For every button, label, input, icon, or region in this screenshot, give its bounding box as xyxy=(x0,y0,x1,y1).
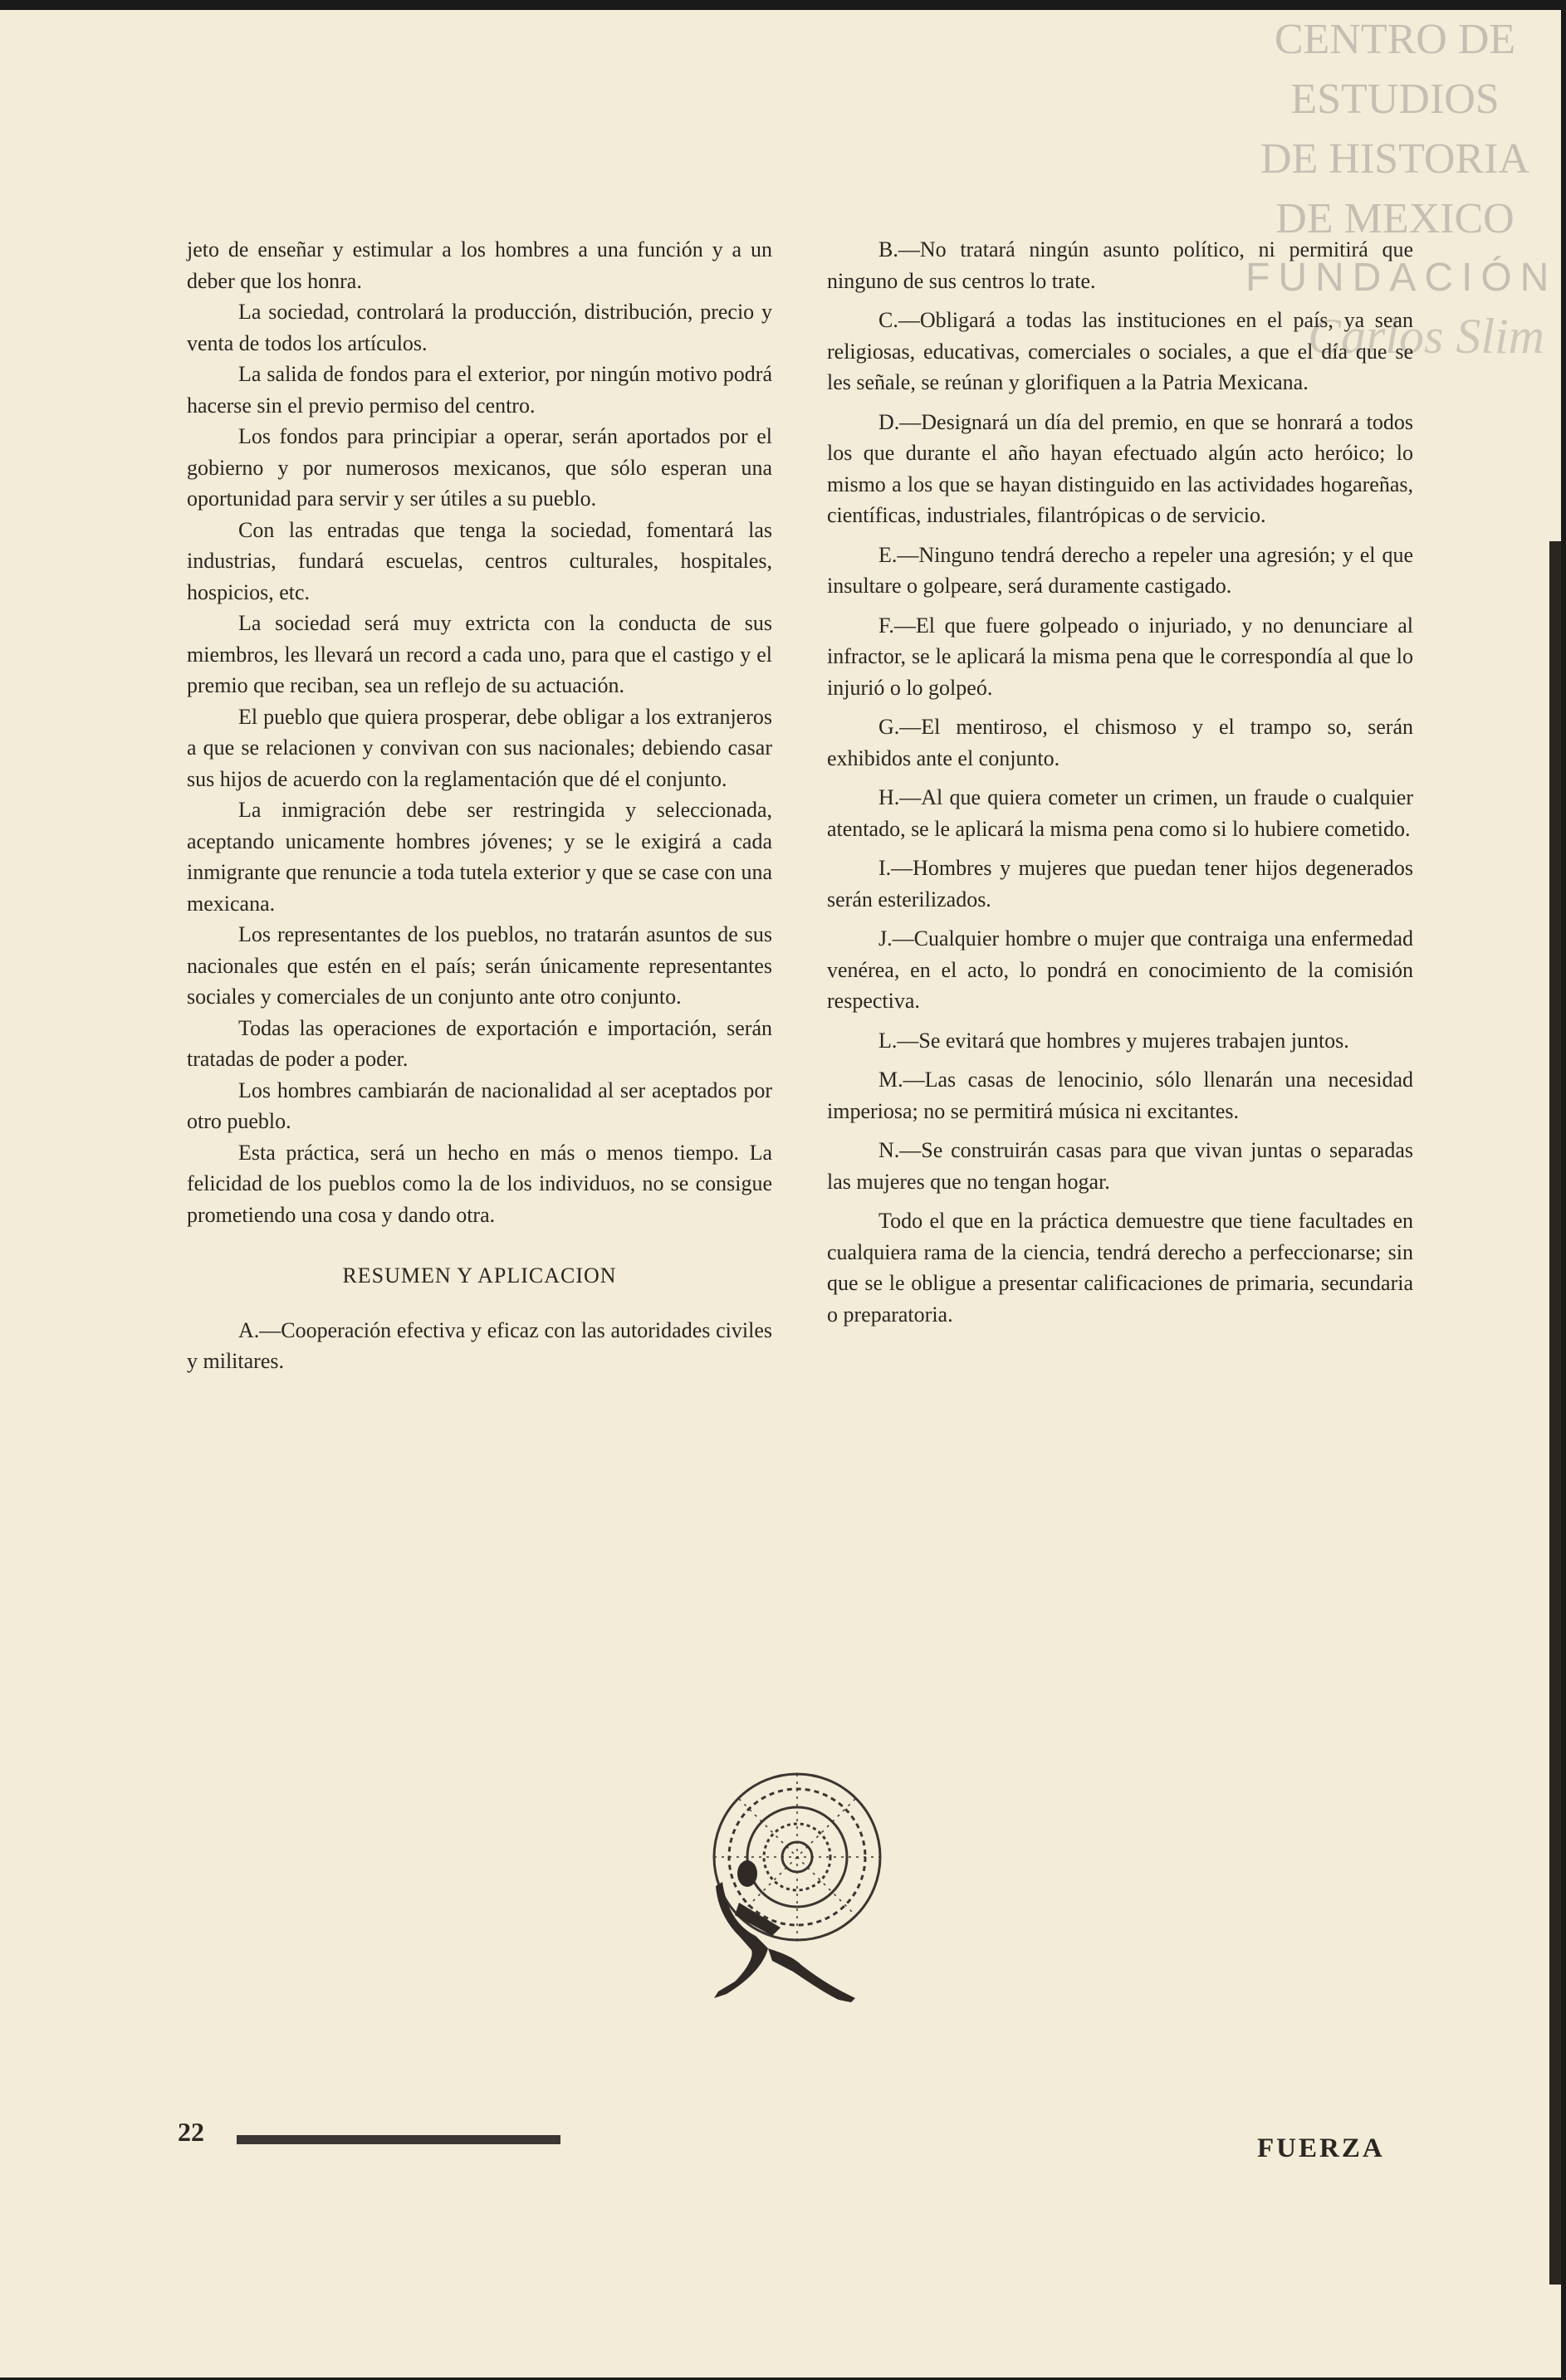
section-heading: RESUMEN Y APLICACION xyxy=(342,1263,617,1288)
list-item-h: H.—Al que quiera cometer un crimen, un fraude o cualquier atentado, se le aplicará la misma pena como si lo hubiere cometido. xyxy=(827,785,1413,841)
paragraph: Todas las operaciones de exportación e importación, serán tratadas de poder a poder. xyxy=(187,1015,772,1071)
list-item-b: B.—No tratará ningún asunto político, ni permitirá que ninguno de sus centros lo trate. xyxy=(827,237,1413,293)
page-number: 22 xyxy=(178,2117,204,2147)
paragraph: Los hombres cambiarán de nacionalidad al ser aceptados por otro pueblo. xyxy=(187,1078,772,1133)
list-item-j: J.—Cualquier hombre o mujer que contraiga una enfermedad venérea, en el acto, lo pondrá en conocimiento de la comisión respectiva. xyxy=(827,926,1413,1013)
footer-rule xyxy=(237,2135,560,2144)
watermark-foundation: FUNDACIÓN xyxy=(1245,256,1558,300)
watermark-line-4: DE MEXICO xyxy=(1275,195,1515,242)
paragraph: Esta práctica, será un hecho en más o menos tiempo. La felicidad de los pueblos como la de los individuos, no se consigue prometiendo una cosa y dando otra. xyxy=(187,1140,772,1227)
paragraph: Los fondos para principiar a operar, serán aportados por el gobierno y por numerosos mexicanos, que sólo esperan una oportunidad para servir y ser útiles a su pueblo. xyxy=(187,424,772,511)
atlas-aztec-calendar-emblem xyxy=(689,1757,888,2006)
list-item-g: G.—El mentiroso, el chismoso y el trampo so, serán exhibidos ante el conjunto. xyxy=(827,715,1413,770)
document-page xyxy=(0,10,1561,2378)
list-item-i: I.—Hombres y mujeres que puedan tener hijos degenerados serán esterilizados. xyxy=(827,856,1413,911)
list-item-e: E.—Ninguno tendrá derecho a repeler una agresión; y el que insultare o golpeare, será duramente castigado. xyxy=(827,542,1413,598)
paragraph: La salida de fondos para el exterior, por ningún motivo podrá hacerse sin el previo permiso del centro. xyxy=(187,362,772,418)
watermark-line-1: CENTRO DE xyxy=(1274,16,1516,63)
left-column xyxy=(187,234,772,1377)
paragraph: La sociedad será muy extricta con la conducta de sus miembros, les llevará un record a cada uno, para que el castigo y el premio que reciban, sea un reflejo de su actuación. xyxy=(187,611,772,697)
list-item-f: F.—El que fuere golpeado o injuriado, y no denunciare al infractor, se le aplicará la misma pena que le correspondía al que lo injurió o lo golpeó. xyxy=(827,613,1413,700)
list-item-d: D.—Designará un día del premio, en que se honrará a todos los que durante el año hayan efectuado algún acto heróico; lo mismo a los que se hayan distinguido en las actividades hogareñas, científicas, industriales, filantrópicas o de servicio. xyxy=(827,409,1413,527)
paragraph: Los representantes de los pueblos, no tratarán asuntos de sus nacionales que estén en el país; serán únicamente representantes sociales y comerciales de un conjunto ante otro conjunto. xyxy=(187,922,772,1009)
paragraph: jeto de enseñar y estimular a los hombres a una función y a un deber que los honra. xyxy=(187,237,772,293)
watermark-signature: Carlos Slim xyxy=(1307,309,1544,364)
list-item-c: C.—Obligará a todas las instituciones en el país, ya sean religiosas, educativas, comerciales o sociales, a que el día que se les señale, se reúnan y glorifiquen a la Patria Mexicana. xyxy=(827,308,1413,394)
right-column xyxy=(827,234,1413,1338)
paragraph: La inmigración debe ser restringida y seleccionada, aceptando unicamente hombres jóvenes; y se le exigirá a cada inmigrante que renuncie a toda tutela exterior y que se case con una mexicana. xyxy=(187,798,772,916)
page-edge-shadow xyxy=(1549,541,1561,2285)
closing-paragraph: Todo el que en la práctica demuestre que tiene facultades en cualquiera rama de la ciencia, tendrá derecho a perfeccionarse; sin que se le obligue a presentar calificaciones de primaria, secundaria o preparatoria. xyxy=(827,1209,1413,1327)
list-item-m: M.—Las casas de lenocinio, sólo llenarán una necesidad imperiosa; no se permitirá música ni excitantes. xyxy=(827,1068,1413,1123)
list-item-a: A.—Cooperación efectiva y eficaz con las autoridades civiles y militares. xyxy=(187,1317,772,1373)
paragraph: La sociedad, controlará la producción, distribución, precio y venta de todos los artículos. xyxy=(187,300,772,355)
list-item-l: L.—Se evitará que hombres y mujeres trabajen juntos. xyxy=(878,1028,1349,1053)
paragraph: El pueblo que quiera prosperar, debe obligar a los extranjeros a que se relacionen y convivan con sus nacionales; debiendo casar sus hijos de acuerdo con la reglamentación que dé el conjunto. xyxy=(187,704,772,791)
magazine-title: FUERZA xyxy=(1257,2133,1385,2163)
paragraph: Con las entradas que tenga la sociedad, fomentará las industrias, fundará escuelas, centros culturales, hospitales, hospicios, etc. xyxy=(187,517,772,604)
list-item-n: N.—Se construirán casas para que vivan juntas o separadas las mujeres que no tengan hogar. xyxy=(827,1138,1413,1194)
watermark-line-2: ESTUDIOS xyxy=(1290,76,1500,123)
watermark-line-3: DE HISTORIA xyxy=(1260,135,1530,183)
